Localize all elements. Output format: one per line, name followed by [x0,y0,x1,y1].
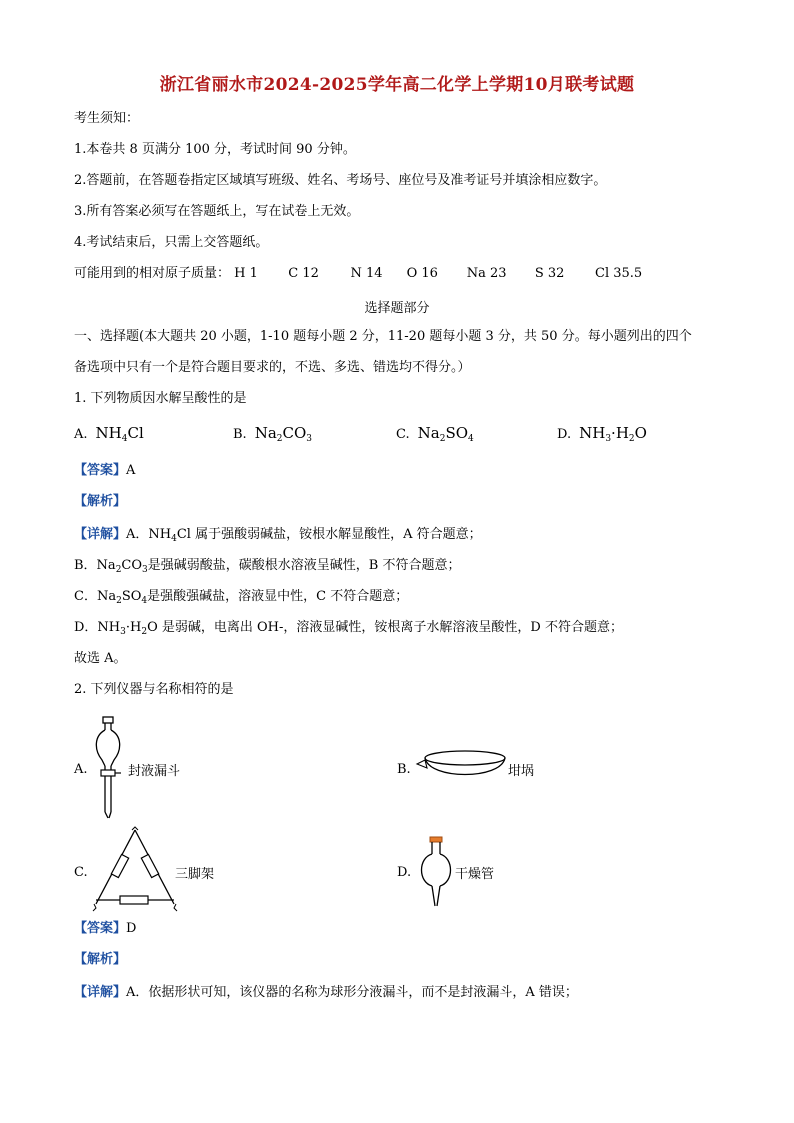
notice-item: 3.所有答案必须写在答题纸上，写在试卷上无效。 [74,204,360,219]
atomic-masses [74,265,642,283]
mass-entry: H 1 [234,266,258,281]
mass-entry: O 16 [406,266,438,281]
mass-entry: C 12 [288,266,319,281]
question-stem: 1. 下列物质因水解呈酸性的是 [74,391,247,406]
separatory-funnel-icon [92,716,132,820]
instrument-label-c: 三脚架 [175,867,215,882]
explanation-b: B．$Na_2CO_3$是强碱弱酸盐，碳酸根水溶液呈碱性，B 不符合题意； [74,558,461,575]
explanation-a: 【详解】A．$NH_4Cl$ 属于强酸弱碱盐，铵根水解显酸性，A 符合题意； [74,527,482,544]
answer-line [74,920,136,938]
masses-label: 可能用到的相对原子质量： [74,266,231,281]
answer-line [74,462,135,480]
notice-item: 4.考试结束后，只需上交答题纸。 [74,235,269,250]
analysis-line [74,951,126,969]
explanation-c: C．$Na_2SO_4$是强酸强碱盐，溶液显中性，C 不符合题意； [74,589,409,606]
analysis-tag: 【解析】 [74,494,127,509]
option-d: D. $NH_3\cdot H_2O$ [557,424,647,444]
answer-tag: 【答案】 [74,463,127,478]
mass-entry: N 14 [350,266,383,281]
mass-entry: Na 23 [466,266,507,281]
instrument-label-d: 干燥管 [455,867,495,882]
notice-heading: 考生须知： [74,111,140,126]
option-d-letter: D. [397,865,412,880]
explanation-a: 【详解】A．依据形状可知，该仪器的名称为球形分液漏斗，而不是封液漏斗，A 错误； [74,985,578,1000]
section-title: 选择题部分 [364,301,430,316]
mass-entry: Cl 35.5 [595,266,643,281]
option-a: A. $NH_4Cl$ [74,424,144,444]
answer-value: A [126,463,136,478]
evaporating-dish-icon [415,748,507,790]
option-b-letter: B. [397,762,411,777]
instrument-label-b: 坩埚 [508,764,535,779]
mass-entry: S 32 [534,266,565,281]
answer-value: D [126,921,137,936]
section-intro: 一、选择题(本大题共 20 小题，1-10 题每小题 2 分，11-20 题每小题 3 分，共 50 分。每小题列出的四个 [74,329,692,344]
analysis-tag: 【解析】 [74,952,127,967]
flask-icon [416,836,456,908]
option-b: B. $Na_2CO_3$ [233,424,313,444]
explanation-d: D．$NH_3\cdot H_2O$ 是弱碱，电离出 OH-，溶液显碱性，铵根离子水解溶液呈酸性，D 不符合题意； [74,620,623,637]
clay-triangle-icon [92,828,178,912]
notice-item: 1.本卷共 8 页满分 100 分，考试时间 90 分钟。 [74,142,356,157]
notice-item: 2.答题前，在答题卷指定区域填写班级、姓名、考场号、座位号及准考证号并填涂相应数字。 [74,173,607,188]
page-title: 浙江省丽水市2024-2025学年高二化学上学期10月联考试题 [159,75,635,95]
answer-tag: 【答案】 [74,921,127,936]
detail-tag: 【详解】 [74,527,127,542]
conclusion: 故选 A。 [74,651,127,666]
option-c-letter: C. [74,865,88,880]
section-intro: 备选项中只有一个是符合题目要求的，不选、多选、错选均不得分。） [74,360,471,375]
analysis-line [74,493,126,511]
option-a-letter: A. [74,762,88,777]
question-stem: 2. 下列仪器与名称相符的是 [74,682,234,697]
instrument-label-a: 封液漏斗 [128,764,181,779]
detail-tag: 【详解】 [74,985,127,1000]
option-c: C. $Na_2SO_4$ [396,424,474,444]
